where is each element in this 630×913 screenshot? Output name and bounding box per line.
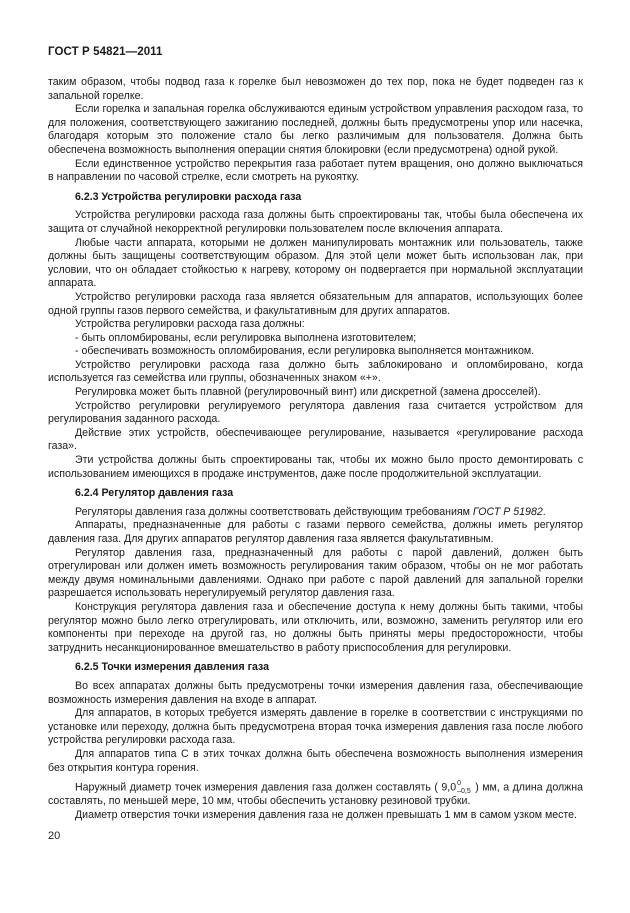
paragraph: Любые части аппарата, которыми не должен манипулировать монтажник или пользователь, также должны быть защищены соответствующим образом. Для этой цели может быть использован лак, при условии, что он обладает стойкостью к нагреву, которому он подвергается при нормальной эксплуатации аппарата. — [48, 236, 583, 290]
paragraph: Если единственное устройство перекрытия газа работает путем вращения, оно должно выключаться в направлении по часовой стрелке, если смотреть на рукоятку. — [48, 157, 583, 184]
paragraph: таким образом, чтобы подвод газа к горелке был невозможен до тех пор, пока не будет подведен газ к запальной горелке. — [48, 76, 583, 102]
tolerance-upper: 0 — [457, 780, 461, 788]
text-span: . — [542, 505, 546, 518]
paragraph: Аппараты, предназначенные для работы с газами первого семейства, должны иметь регулятор давления газа. Для других аппаратов регулятор давления газа является факультативным. — [48, 519, 583, 545]
paragraph: Устройства регулировки расхода газа должны: — [75, 318, 305, 331]
paragraph: Действие этих устройств, обеспечивающее регулирование, называется «регулирование расхода газа». — [48, 426, 583, 453]
text-span: Регуляторы давления газа должны соответствовать действующим требованиям — [75, 505, 473, 518]
paragraph: Регулировка может быть плавной (регулировочный винт) или дискретной (замена дросселей). — [75, 386, 541, 399]
section-heading-6-2-4: 6.2.4 Регулятор давления газа — [75, 487, 234, 500]
section-heading-6-2-3: 6.2.3 Устройства регулировки расхода газа — [75, 190, 302, 203]
paragraph: Если горелка и запальная горелка обслуживаются единым устройством управления расходом газа, то для положения, соответствующего зажиганию последней, должны быть предусмотрены упор или насечка, благодаря которым это положение стало бы легко различимым для пользователя. Должна быть обеспечена возможность выполнения операции снятия блокировки (если предусмотрена) одной рукой. — [48, 103, 583, 156]
paragraph-diameter — [48, 780, 583, 809]
paragraph: Для аппаратов, в которых требуется измерять давление в горелке в соответствии с инструкциями по установке или переходу, должна быть предусмотрена вторая точка измерения давления газа после любого устройства регулировки расхода газа. — [48, 707, 583, 747]
paragraph: Регулятор давления газа, предназначенный для работы с парой давлений, должен быть отрегулирован или должен иметь возможность регулирования таким образом, чтобы он не мог работать между двумя номинальными давлениями. Однако при работе с парой давлений для запальной горелки разрешается использовать нерегулируемый регулятор давления газа. — [48, 546, 583, 600]
list-item: - обеспечивать возможность опломбирования, если регулировка выполняется монтажником. — [75, 345, 535, 358]
paragraph: Эти устройства должны быть спроектированы так, чтобы их можно было просто демонтировать с использованием имеющихся в продаже инструментов, даже после продолжительной эксплуатации. — [48, 454, 583, 480]
paragraph: Устройство регулировки расхода газа является обязательным для аппаратов, использующих более одной группы газов первого семейства, и факультативным для других аппаратов. — [48, 290, 583, 317]
paragraph: Устройство регулировки регулируемого регулятора давления газа считается устройством для регулирования заданного расхода. — [48, 399, 583, 426]
document-body — [48, 76, 583, 822]
paragraph: Для аппаратов типа С в этих точках должна быть обеспечена возможность выполнения измерения без открытия контура горения. — [48, 747, 583, 774]
paragraph: Устройство регулировки расхода газа должно быть заблокировано и опломбировано, когда используется газ семейства или группы, обозначенных знаком «+». — [48, 358, 583, 385]
text-span: ) мм, а длина должна составлять, по меньшей мере, 10 мм, чтобы обеспечить установку резиновой трубки. — [48, 781, 583, 808]
paragraph: Устройства регулировки расхода газа должны быть спроектированы так, чтобы была обеспечена их защита от случайной некорректной регулировки пользователем после включения аппарата. — [48, 209, 583, 235]
section-heading-6-2-5: 6.2.5 Точки измерения давления газа — [75, 661, 270, 674]
paragraph: Конструкция регулятора давления газа и обеспечение доступа к нему должны быть такими, чтобы регулятор можно было легко отрегулировать, или отключить, или, возможно, заменить регулятор или его компоненты при переходе на другой газ, но должны быть приняты меры предосторожности, чтобы затруднить несанкционированное вмешательство в работу приспособления для регулировки. — [48, 600, 583, 654]
paragraph: Во всех аппаратах должны быть предусмотрены точки измерения давления газа, обеспечивающие возможность измерения давления на входе в аппарат. — [48, 679, 583, 706]
paragraph — [48, 506, 583, 520]
document-header: ГОСТ Р 54821—2011 — [48, 46, 163, 58]
tolerance-lower: –0,5 — [457, 787, 471, 795]
tolerance — [457, 780, 471, 795]
page-number: 20 — [48, 830, 61, 842]
standard-reference: ГОСТ Р 51982 — [472, 505, 543, 518]
text-span: Наружный диаметр точек измерения давления газа должен составлять ( 9,0 — [75, 781, 457, 794]
paragraph: Диаметр отверстия точки измерения давления газа не должен превышать 1 мм в самом узком месте. — [75, 808, 577, 821]
list-item: - быть опломбированы, если регулировка выполнена изготовителем; — [75, 331, 417, 344]
